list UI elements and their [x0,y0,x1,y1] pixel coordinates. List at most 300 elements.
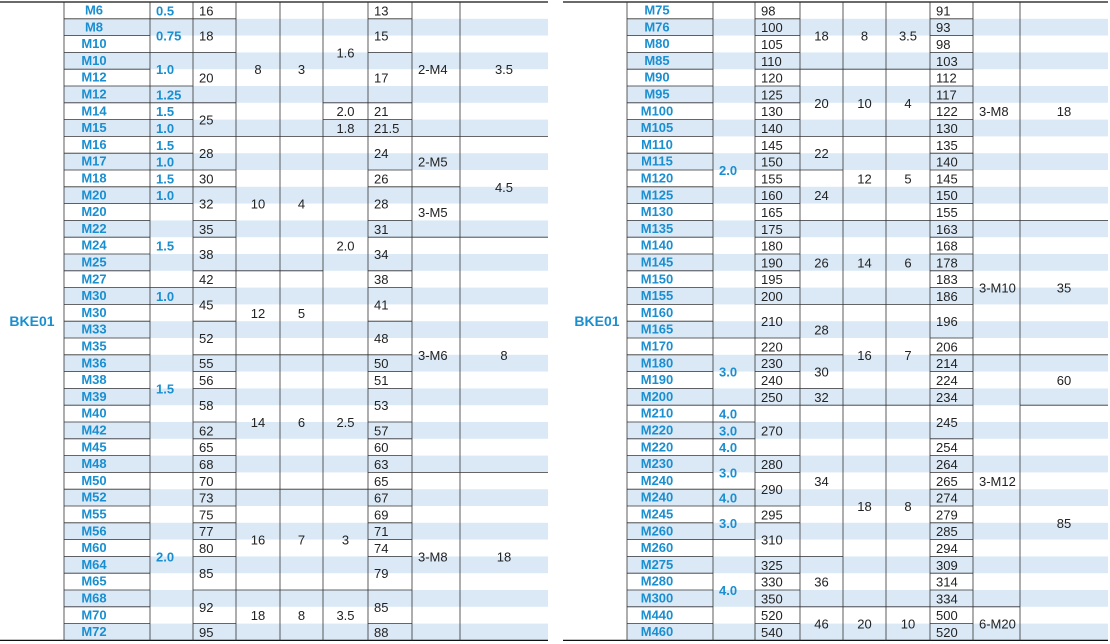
thread-size: M38 [81,372,107,388]
thread-size: M125 [640,187,674,203]
thread-size: M220 [640,439,674,455]
thread-pitch: 1.0 [156,62,175,78]
dimension-cell: 10 [857,95,872,111]
thread-size: M140 [640,237,674,253]
dimension-cell: 265 [936,473,958,489]
thread-size: M22 [81,220,107,236]
row-stripe [627,590,1108,607]
thread-pitch: 1.0 [156,289,175,304]
dimension-cell: 30 [814,364,829,380]
model-label: BKE01 [574,313,620,330]
spec-table-left [0,2,548,640]
dimension-cell: 56 [199,373,214,388]
dimension-cell: 274 [936,490,958,506]
row-stripe [64,456,548,473]
thread-size: M64 [81,556,107,572]
thread-size: M220 [640,422,674,438]
row-stripe [627,120,1108,137]
dimension-cell: 350 [761,591,783,607]
dimension-cell: 20 [199,70,214,86]
thread-size: M80 [644,36,670,52]
thread-size: M230 [640,456,674,472]
dimension-cell: 178 [936,255,958,271]
thread-size: M24 [81,237,107,253]
dimension-cell: 190 [761,255,783,271]
dimension-cell: 71 [374,524,389,540]
thread-size: M72 [81,624,107,640]
dimension-cell: 6 [904,255,912,271]
dimension-cell: 4 [297,196,306,212]
bolt-spec: 3-M6 [418,347,448,363]
dimension-cell: 62 [199,423,214,439]
dimension-cell: 254 [936,440,958,456]
bolt-spec: 2-M5 [418,154,448,170]
row-stripe [64,624,548,641]
dimension-cell: 52 [199,331,214,346]
dimension-cell: 103 [936,53,958,69]
dimension-cell: 18 [496,549,512,565]
dimension-cell: 2.0 [336,238,355,254]
dimension-cell: 85 [1056,515,1072,531]
dimension-cell: 53 [374,398,389,414]
bolt-spec: 3-M12 [979,473,1016,489]
dimension-cell: 20 [814,95,829,111]
thread-size: M135 [640,220,674,236]
dimension-cell: 31 [374,221,389,237]
thread-pitch: 3.0 [719,364,738,380]
thread-size: M65 [81,573,107,589]
thread-size: M15 [81,120,107,136]
thread-size: M45 [81,439,107,455]
thread-pitch: 4.0 [719,490,738,506]
thread-pitch: 1.5 [156,171,175,187]
dimension-cell: 196 [936,314,958,330]
dimension-cell: 8 [904,499,912,514]
thread-size: M40 [81,405,107,421]
dimension-cell: 18 [199,28,214,44]
dimension-cell: 155 [936,205,958,220]
thread-pitch: 3.0 [719,465,738,481]
thread-pitch: 3.0 [719,423,738,439]
dimension-cell: 24 [814,188,829,204]
dimension-cell: 125 [761,87,783,103]
thread-pitch: 1.0 [156,154,175,170]
thread-size: M27 [81,271,107,287]
dimension-cell: 55 [199,356,214,372]
row-stripe [64,153,548,170]
row-stripe [64,422,548,439]
thread-size: M460 [640,624,674,640]
thread-size: M210 [640,405,674,421]
thread-size: M30 [81,304,107,320]
dimension-cell: 294 [936,541,958,556]
row-stripe [627,153,1108,170]
dimension-cell: 140 [936,154,958,170]
row-stripe [64,590,548,607]
thread-size: M60 [81,540,107,556]
dimension-cell: 290 [761,482,783,498]
dimension-cell: 264 [936,457,958,472]
thread-size: M56 [81,523,107,539]
thread-size: M48 [81,456,107,472]
dimension-cell: 73 [199,490,214,506]
dimension-cell: 150 [761,154,783,170]
thread-pitch: 0.5 [156,3,175,19]
thread-size: M35 [81,338,107,354]
thread-size: M280 [640,573,674,589]
dimension-cell: 70 [199,473,214,489]
bolt-spec: 3-M10 [979,280,1016,296]
thread-size: M85 [644,52,670,68]
dimension-cell: 112 [936,70,957,86]
thread-size: M30 [81,288,107,304]
thread-size: M76 [644,19,670,35]
dimension-cell: 3.5 [494,62,514,78]
row-stripe [64,489,548,506]
thread-size: M68 [81,590,107,606]
dimension-cell: 6 [297,415,306,430]
row-stripe [64,220,548,237]
dimension-cell: 180 [761,238,783,254]
dimension-cell: 4 [904,95,912,111]
dimension-cell: 7 [297,532,306,548]
dimension-cell: 46 [814,616,829,632]
dimension-cell: 18 [814,28,829,44]
dimension-cell: 65 [374,473,389,489]
row-stripe [64,19,548,36]
dimension-cell: 310 [761,532,783,548]
thread-size: M110 [641,136,673,152]
bolt-spec: 2-M4 [418,62,448,78]
dimension-cell: 17 [374,70,389,86]
thread-pitch: 4.0 [719,440,738,456]
dimension-cell: 3.5 [898,28,918,44]
row-stripe [627,388,1108,405]
dimension-cell: 38 [199,247,214,262]
thread-size: M25 [81,254,107,270]
row-stripe [64,388,548,405]
thread-size: M50 [81,472,107,488]
thread-size: M55 [81,506,107,522]
thread-size: M440 [640,607,674,623]
thread-size: M260 [640,540,674,556]
thread-size: M180 [640,355,674,371]
dimension-cell: 163 [936,221,958,237]
dimension-cell: 230 [761,356,783,372]
dimension-cell: 14 [250,415,266,430]
dimension-cell: 270 [761,423,783,439]
row-stripe [627,523,1108,540]
thread-size: M12 [81,86,107,102]
dimension-cell: 130 [936,121,958,136]
dimension-cell: 8 [500,347,508,363]
dimension-cell: 32 [199,196,214,212]
row-stripe [627,52,1108,69]
thread-size: M17 [81,153,107,169]
dimension-cell: 165 [761,205,783,220]
dimension-cell: 200 [761,289,783,304]
dimension-cell: 34 [374,247,389,262]
dimension-cell: 130 [761,104,783,120]
thread-size: M120 [640,170,674,186]
thread-size: M130 [640,204,674,220]
thread-size: M170 [640,338,674,354]
thread-size: M20 [81,187,107,203]
thread-pitch: 3.0 [719,515,738,531]
row-stripe [627,556,1108,573]
dimension-cell: 309 [936,557,958,573]
dimension-cell: 279 [936,507,958,523]
dimension-cell: 16 [250,532,266,548]
dimension-cell: 35 [1056,280,1072,296]
dimension-cell: 77 [199,524,214,540]
dimension-cell: 12 [857,171,872,187]
thread-size: M145 [640,254,674,270]
dimension-cell: 63 [374,457,389,472]
dimension-cell: 18 [250,608,266,624]
dimension-cell: 21.5 [374,121,400,136]
row-stripe [64,52,548,69]
dimension-cell: 13 [374,3,389,19]
dimension-cell: 35 [199,221,214,237]
dimension-cell: 36 [814,574,829,590]
thread-size: M8 [84,19,104,35]
thread-size: M10 [81,36,107,52]
dimension-cell: 60 [1056,373,1072,388]
row-stripe [627,220,1108,237]
dimension-cell: 25 [199,112,214,128]
dimension-cell: 8 [860,28,869,44]
dimension-cell: 10 [250,196,266,212]
row-stripe [64,556,548,573]
dimension-cell: 520 [761,608,783,624]
dimension-cell: 95 [199,625,214,640]
dimension-cell: 168 [936,238,958,254]
thread-size: M115 [641,153,673,169]
thread-size: M14 [81,103,107,119]
thread-pitch: 1.5 [156,104,175,120]
thread-size: M52 [81,489,107,505]
thread-pitch: 1.5 [156,137,175,153]
thread-size: M6 [84,2,104,18]
dimension-cell: 314 [936,574,958,590]
thread-size: M39 [81,388,107,404]
dimension-cell: 7 [904,347,912,363]
dimension-cell: 14 [857,255,872,271]
dimension-cell: 3 [341,532,350,548]
row-stripe [627,321,1108,338]
thread-size: M42 [81,422,107,438]
thread-size: M20 [81,204,107,220]
dimension-cell: 195 [761,272,783,288]
thread-size: M75 [644,2,670,18]
thread-size: M70 [81,607,107,623]
dimension-cell: 3 [297,62,306,78]
dimension-cell: 5 [297,305,306,321]
dimension-cell: 30 [199,171,214,187]
dimension-cell: 110 [761,53,782,69]
thread-size: M18 [81,170,107,186]
dimension-cell: 32 [814,389,829,405]
row-stripe [627,422,1108,439]
thread-size: M245 [640,506,674,522]
dimension-cell: 280 [761,457,783,472]
bolt-spec: 3-M8 [979,104,1009,120]
bolt-spec: 3-M5 [418,205,448,220]
thread-size: M90 [644,69,670,85]
dimension-cell: 16 [857,347,872,363]
dimension-cell: 88 [374,625,389,640]
dimension-cell: 92 [199,599,214,615]
spec-table-right [563,2,1108,640]
thread-size: M275 [640,556,674,572]
dimension-cell: 334 [936,591,958,607]
dimension-cell: 58 [199,398,214,414]
dimension-cell: 98 [936,37,951,52]
thread-size: M240 [640,489,674,505]
dimension-cell: 160 [761,188,783,204]
thread-size: M10 [81,52,107,68]
dimension-cell: 2.5 [336,415,355,430]
dimension-cell: 105 [761,37,783,52]
thread-size: M200 [640,388,674,404]
dimension-cell: 234 [936,389,958,405]
dimension-cell: 60 [374,440,389,456]
row-stripe [64,523,548,540]
dimension-cell: 500 [936,608,958,624]
dimension-cell: 51 [374,373,389,388]
dimension-cell: 65 [199,440,214,456]
thread-size: M260 [640,523,674,539]
row-stripe [627,288,1108,305]
thread-size: M36 [81,355,107,371]
dimension-cell: 67 [374,490,389,506]
dimension-cell: 26 [374,171,389,187]
dimension-cell: 45 [199,297,214,313]
dimension-cell: 245 [936,415,958,430]
dimension-cell: 91 [936,3,951,19]
dimension-cell: 145 [761,137,783,153]
thread-size: M160 [640,304,674,320]
dimension-cell: 15 [374,28,389,44]
dimension-cell: 24 [374,146,389,162]
dimension-cell: 5 [904,171,912,187]
dimension-cell: 8 [297,608,306,624]
row-stripe [64,254,548,271]
dimension-cell: 10 [900,616,916,632]
dimension-cell: 38 [374,272,389,288]
row-stripe [64,355,548,372]
thread-size: M190 [640,372,674,388]
thread-size: M95 [644,86,670,102]
dimension-cell: 93 [936,20,951,36]
dimension-cell: 85 [199,566,214,582]
thread-size: M300 [640,590,674,606]
dimension-cell: 135 [936,137,958,153]
dimension-cell: 85 [374,599,389,615]
dimension-cell: 12 [250,305,266,321]
thread-size: M165 [640,321,674,337]
thread-pitch: 1.5 [156,238,175,254]
dimension-cell: 26 [814,255,829,271]
dimension-cell: 206 [936,339,958,355]
dimension-cell: 48 [374,331,389,346]
dimension-cell: 250 [761,389,783,405]
dimension-cell: 69 [374,507,389,523]
row-stripe [64,321,548,338]
dimension-cell: 120 [761,70,783,86]
thread-pitch: 2.0 [156,549,175,565]
dimension-cell: 150 [936,188,958,204]
thread-size: M150 [640,271,674,287]
thread-size: M105 [640,120,674,136]
thread-pitch: 4.0 [719,406,738,422]
dimension-cell: 2.0 [336,104,355,120]
dimension-cell: 210 [761,314,783,330]
dimension-cell: 1.6 [336,45,355,61]
dimension-cell: 79 [374,566,389,582]
dimension-cell: 57 [374,423,389,439]
thread-size: M16 [81,136,107,152]
row-stripe [64,288,548,305]
dimension-cell: 100 [761,20,783,36]
dimension-cell: 155 [761,171,783,187]
thread-pitch: 1.25 [156,87,182,103]
thread-pitch: 0.75 [156,28,182,44]
dimension-cell: 98 [761,3,776,19]
dimension-cell: 42 [199,272,214,288]
thread-size: M100 [640,103,674,119]
thread-size: M33 [81,321,107,337]
dimension-cell: 34 [814,473,829,489]
dimension-cell: 285 [936,524,958,540]
model-label: BKE01 [9,313,55,330]
thread-pitch: 1.0 [156,188,175,204]
dimension-cell: 28 [814,322,829,338]
dimension-cell: 214 [936,356,958,372]
dimension-cell: 22 [814,146,829,162]
dimension-cell: 41 [374,297,389,313]
row-stripe [627,187,1108,204]
dimension-cell: 20 [857,616,872,632]
dimension-cell: 80 [199,541,214,556]
dimension-cell: 224 [936,373,958,388]
dimension-cell: 18 [1056,104,1072,120]
dimension-cell: 4.5 [494,179,514,195]
dimension-cell: 145 [936,171,958,187]
dimension-cell: 8 [254,62,262,78]
bolt-spec: 3-M8 [418,549,448,565]
thread-pitch: 2.0 [719,163,738,178]
dimension-cell: 122 [936,104,958,120]
dimension-cell: 117 [936,87,957,103]
dimension-cell: 3.5 [336,608,355,624]
dimension-cell: 16 [199,3,214,19]
thread-pitch: 1.5 [156,381,175,397]
row-stripe [64,120,548,137]
dimension-cell: 28 [374,196,389,212]
dimension-cell: 18 [857,499,872,514]
dimension-cell: 175 [761,221,783,237]
dimension-cell: 75 [199,507,214,523]
row-stripe [627,456,1108,473]
dimension-cell: 220 [761,339,783,355]
bolt-spec: 6-M20 [979,616,1016,632]
dimension-cell: 21 [374,104,389,120]
dimension-cell: 186 [936,289,958,304]
dimension-cell: 140 [761,121,783,136]
dimension-cell: 50 [374,356,389,372]
